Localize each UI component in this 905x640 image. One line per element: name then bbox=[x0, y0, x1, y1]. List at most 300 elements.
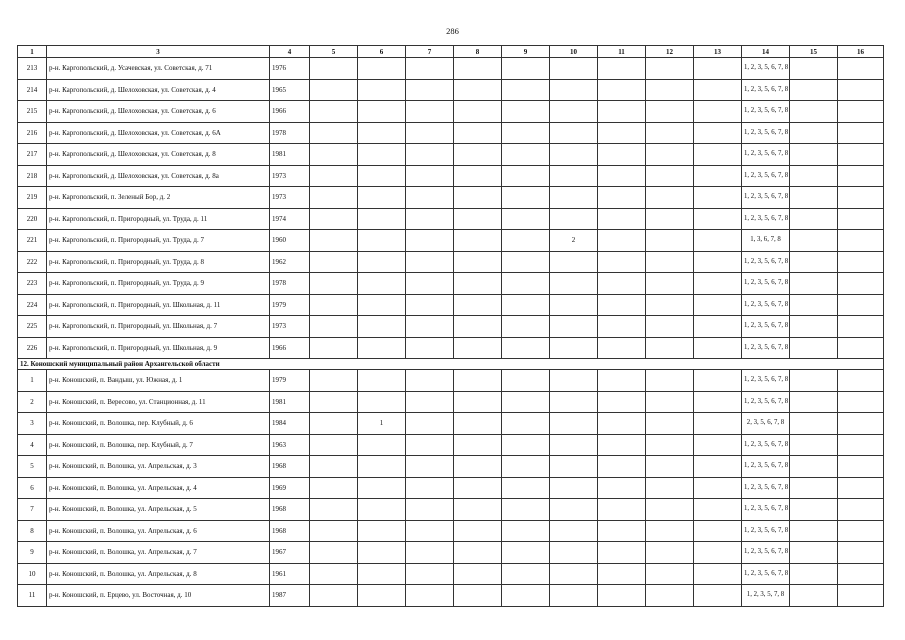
row-number-cell: 11 bbox=[18, 585, 47, 607]
col14-cell: 1, 2, 3, 5, 6, 7, 8 bbox=[742, 79, 790, 101]
col6-cell bbox=[358, 58, 406, 80]
col10-cell bbox=[550, 79, 598, 101]
row-number-cell: 222 bbox=[18, 251, 47, 273]
col16-cell bbox=[838, 144, 884, 166]
col14-cell: 1, 2, 3, 5, 6, 7, 8 bbox=[742, 122, 790, 144]
col13-cell bbox=[694, 585, 742, 607]
col13-cell bbox=[694, 79, 742, 101]
year-cell: 1967 bbox=[270, 542, 310, 564]
year-cell: 1984 bbox=[270, 413, 310, 435]
col7-cell bbox=[406, 542, 454, 564]
address-cell: р-н. Каргопольский, д. Шелоховская, ул. Советская, д. 6 bbox=[47, 101, 270, 123]
row-number-cell: 216 bbox=[18, 122, 47, 144]
year-cell: 1973 bbox=[270, 165, 310, 187]
col5-cell bbox=[310, 101, 358, 123]
col10-cell bbox=[550, 165, 598, 187]
col13-cell bbox=[694, 165, 742, 187]
col15-cell bbox=[790, 499, 838, 521]
col9-cell bbox=[502, 122, 550, 144]
col11-cell bbox=[598, 499, 646, 521]
page-number: 286 bbox=[446, 26, 459, 36]
col8-cell bbox=[454, 316, 502, 338]
col13-cell bbox=[694, 208, 742, 230]
col15-cell bbox=[790, 101, 838, 123]
col8-cell bbox=[454, 294, 502, 316]
table-row bbox=[18, 251, 884, 273]
address-cell: р-н. Коношский, п. Волошка, ул. Апрельская, д. 7 bbox=[47, 542, 270, 564]
col7-cell bbox=[406, 563, 454, 585]
col16-cell bbox=[838, 58, 884, 80]
col10-cell bbox=[550, 101, 598, 123]
address-cell: р-н. Каргопольский, п. Пригородный, ул. Школьная, д. 9 bbox=[47, 337, 270, 359]
col12-cell bbox=[646, 520, 694, 542]
address-cell: р-н. Коношский, п. Волошка, ул. Апрельская, д. 6 bbox=[47, 520, 270, 542]
address-cell: р-н. Каргопольский, п. Пригородный, ул. Школьная, д. 7 bbox=[47, 316, 270, 338]
col12-cell bbox=[646, 542, 694, 564]
col9-cell bbox=[502, 520, 550, 542]
col15-cell bbox=[790, 165, 838, 187]
table-body bbox=[18, 58, 884, 607]
col7-cell bbox=[406, 434, 454, 456]
address-cell: р-н. Коношский, п. Вандыш, ул. Южная, д. 1 bbox=[47, 370, 270, 392]
col6-cell bbox=[358, 208, 406, 230]
col5-cell bbox=[310, 499, 358, 521]
col5-cell bbox=[310, 370, 358, 392]
col16-cell bbox=[838, 122, 884, 144]
col12-cell bbox=[646, 456, 694, 478]
col8-cell bbox=[454, 230, 502, 252]
col15-cell bbox=[790, 370, 838, 392]
col16-cell bbox=[838, 79, 884, 101]
col13-cell bbox=[694, 477, 742, 499]
col5-cell bbox=[310, 122, 358, 144]
row-number-cell: 223 bbox=[18, 273, 47, 295]
col10-cell: 2 bbox=[550, 230, 598, 252]
col9-cell bbox=[502, 294, 550, 316]
col14-cell: 1, 2, 3, 5, 6, 7, 8 bbox=[742, 370, 790, 392]
col13-cell bbox=[694, 499, 742, 521]
col13-cell bbox=[694, 434, 742, 456]
row-number-cell: 214 bbox=[18, 79, 47, 101]
year-cell: 1973 bbox=[270, 187, 310, 209]
col11-cell bbox=[598, 208, 646, 230]
table-row bbox=[18, 391, 884, 413]
col5-cell bbox=[310, 187, 358, 209]
col8-cell bbox=[454, 337, 502, 359]
col6-cell bbox=[358, 316, 406, 338]
year-cell: 1973 bbox=[270, 316, 310, 338]
col10-cell bbox=[550, 370, 598, 392]
col8-cell bbox=[454, 456, 502, 478]
col16-cell bbox=[838, 456, 884, 478]
col15-cell bbox=[790, 273, 838, 295]
year-cell: 1968 bbox=[270, 520, 310, 542]
col6-cell bbox=[358, 370, 406, 392]
col10-cell bbox=[550, 316, 598, 338]
col9-cell bbox=[502, 542, 550, 564]
col7-cell bbox=[406, 391, 454, 413]
col9-cell bbox=[502, 499, 550, 521]
col12-cell bbox=[646, 79, 694, 101]
col5-cell bbox=[310, 294, 358, 316]
col15-cell bbox=[790, 391, 838, 413]
col11-cell bbox=[598, 520, 646, 542]
col8-cell bbox=[454, 391, 502, 413]
col11-cell bbox=[598, 542, 646, 564]
col8-cell bbox=[454, 58, 502, 80]
year-cell: 1981 bbox=[270, 391, 310, 413]
row-number-cell: 219 bbox=[18, 187, 47, 209]
col12-cell bbox=[646, 585, 694, 607]
table-row bbox=[18, 499, 884, 521]
col7-cell bbox=[406, 208, 454, 230]
col16-cell bbox=[838, 585, 884, 607]
col7-cell bbox=[406, 251, 454, 273]
col9-cell bbox=[502, 187, 550, 209]
col10-cell bbox=[550, 58, 598, 80]
col7-cell bbox=[406, 413, 454, 435]
col12-cell bbox=[646, 337, 694, 359]
address-cell: р-н. Коношский, п. Волошка, пер. Клубный, д. 7 bbox=[47, 434, 270, 456]
year-cell: 1969 bbox=[270, 477, 310, 499]
col7-cell bbox=[406, 499, 454, 521]
col7-cell bbox=[406, 79, 454, 101]
col5-cell bbox=[310, 563, 358, 585]
address-cell: р-н. Коношский, п. Вересово, ул. Станционная, д. 11 bbox=[47, 391, 270, 413]
col7-cell bbox=[406, 477, 454, 499]
col11-cell bbox=[598, 144, 646, 166]
year-cell: 1963 bbox=[270, 434, 310, 456]
col6-cell bbox=[358, 251, 406, 273]
col11-cell bbox=[598, 391, 646, 413]
col8-cell bbox=[454, 122, 502, 144]
col8-cell bbox=[454, 273, 502, 295]
col14-cell: 1, 2, 3, 5, 6, 7, 8 bbox=[742, 165, 790, 187]
col9-cell bbox=[502, 144, 550, 166]
col14-cell: 1, 2, 3, 5, 6, 7, 8 bbox=[742, 337, 790, 359]
col11-cell bbox=[598, 79, 646, 101]
col9-cell bbox=[502, 101, 550, 123]
col11-cell bbox=[598, 273, 646, 295]
col11-cell bbox=[598, 337, 646, 359]
col16-cell bbox=[838, 477, 884, 499]
col12-cell bbox=[646, 391, 694, 413]
col6-cell bbox=[358, 391, 406, 413]
col16-cell bbox=[838, 230, 884, 252]
col13-cell bbox=[694, 316, 742, 338]
year-cell: 1979 bbox=[270, 294, 310, 316]
row-number-cell: 4 bbox=[18, 434, 47, 456]
col16-cell bbox=[838, 251, 884, 273]
year-cell: 1978 bbox=[270, 273, 310, 295]
year-cell: 1979 bbox=[270, 370, 310, 392]
col14-cell: 1, 2, 3, 5, 6, 7, 8 bbox=[742, 144, 790, 166]
col11-cell bbox=[598, 230, 646, 252]
col9-cell bbox=[502, 251, 550, 273]
row-number-cell: 221 bbox=[18, 230, 47, 252]
row-number-cell: 218 bbox=[18, 165, 47, 187]
col5-cell bbox=[310, 585, 358, 607]
col14-cell: 1, 2, 3, 5, 6, 7, 8 bbox=[742, 434, 790, 456]
col12-cell bbox=[646, 273, 694, 295]
col10-cell bbox=[550, 251, 598, 273]
row-number-cell: 9 bbox=[18, 542, 47, 564]
column-header: 13 bbox=[694, 46, 742, 58]
address-cell: р-н. Каргопольский, п. Зеленый Бор, д. 2 bbox=[47, 187, 270, 209]
col9-cell bbox=[502, 337, 550, 359]
col8-cell bbox=[454, 251, 502, 273]
col8-cell bbox=[454, 144, 502, 166]
col14-cell: 1, 2, 3, 5, 6, 7, 8 bbox=[742, 294, 790, 316]
col14-cell: 1, 2, 3, 5, 6, 7, 8 bbox=[742, 477, 790, 499]
col16-cell bbox=[838, 273, 884, 295]
col11-cell bbox=[598, 251, 646, 273]
col13-cell bbox=[694, 337, 742, 359]
col8-cell bbox=[454, 585, 502, 607]
col9-cell bbox=[502, 79, 550, 101]
year-cell: 1981 bbox=[270, 144, 310, 166]
col6-cell bbox=[358, 79, 406, 101]
col12-cell bbox=[646, 101, 694, 123]
row-number-cell: 10 bbox=[18, 563, 47, 585]
col14-cell: 1, 2, 3, 5, 6, 7, 8 bbox=[742, 316, 790, 338]
col9-cell bbox=[502, 456, 550, 478]
col12-cell bbox=[646, 370, 694, 392]
col15-cell bbox=[790, 144, 838, 166]
col9-cell bbox=[502, 585, 550, 607]
row-number-cell: 217 bbox=[18, 144, 47, 166]
table-row bbox=[18, 294, 884, 316]
table-row bbox=[18, 273, 884, 295]
col11-cell bbox=[598, 370, 646, 392]
col10-cell bbox=[550, 391, 598, 413]
col10-cell bbox=[550, 477, 598, 499]
row-number-cell: 8 bbox=[18, 520, 47, 542]
col8-cell bbox=[454, 520, 502, 542]
col7-cell bbox=[406, 337, 454, 359]
table-row bbox=[18, 434, 884, 456]
col9-cell bbox=[502, 208, 550, 230]
column-header: 16 bbox=[838, 46, 884, 58]
row-number-cell: 6 bbox=[18, 477, 47, 499]
table-row bbox=[18, 58, 884, 80]
col9-cell bbox=[502, 58, 550, 80]
col7-cell bbox=[406, 187, 454, 209]
address-cell: р-н. Коношский, п. Ерцево, ул. Восточная, д. 10 bbox=[47, 585, 270, 607]
address-cell: р-н. Каргопольский, д. Усачевская, ул. Советская, д. 71 bbox=[47, 58, 270, 80]
row-number-cell: 213 bbox=[18, 58, 47, 80]
col12-cell bbox=[646, 413, 694, 435]
col8-cell bbox=[454, 477, 502, 499]
table-row bbox=[18, 187, 884, 209]
col14-cell: 1, 3, 6, 7, 8 bbox=[742, 230, 790, 252]
table-row bbox=[18, 370, 884, 392]
column-header: 14 bbox=[742, 46, 790, 58]
col12-cell bbox=[646, 208, 694, 230]
col12-cell bbox=[646, 294, 694, 316]
col5-cell bbox=[310, 230, 358, 252]
col8-cell bbox=[454, 101, 502, 123]
address-cell: р-н. Каргопольский, д. Шелоховская, ул. Советская, д. 8 bbox=[47, 144, 270, 166]
col7-cell bbox=[406, 58, 454, 80]
table-row bbox=[18, 585, 884, 607]
col14-cell: 1, 2, 3, 5, 6, 7, 8 bbox=[742, 391, 790, 413]
col8-cell bbox=[454, 413, 502, 435]
col12-cell bbox=[646, 122, 694, 144]
col5-cell bbox=[310, 520, 358, 542]
col5-cell bbox=[310, 273, 358, 295]
col15-cell bbox=[790, 456, 838, 478]
column-header: 15 bbox=[790, 46, 838, 58]
address-cell: р-н. Коношский, п. Волошка, пер. Клубный, д. 6 bbox=[47, 413, 270, 435]
column-header: 1 bbox=[18, 46, 47, 58]
col9-cell bbox=[502, 316, 550, 338]
col8-cell bbox=[454, 187, 502, 209]
col5-cell bbox=[310, 208, 358, 230]
col16-cell bbox=[838, 101, 884, 123]
col11-cell bbox=[598, 563, 646, 585]
col13-cell bbox=[694, 542, 742, 564]
col6-cell bbox=[358, 122, 406, 144]
table-row bbox=[18, 122, 884, 144]
row-number-cell: 224 bbox=[18, 294, 47, 316]
col11-cell bbox=[598, 165, 646, 187]
col15-cell bbox=[790, 58, 838, 80]
address-cell: р-н. Коношский, п. Волошка, ул. Апрельская, д. 4 bbox=[47, 477, 270, 499]
col7-cell bbox=[406, 294, 454, 316]
row-number-cell: 220 bbox=[18, 208, 47, 230]
row-number-cell: 5 bbox=[18, 456, 47, 478]
col14-cell: 1, 2, 3, 5, 7, 8 bbox=[742, 585, 790, 607]
col13-cell bbox=[694, 456, 742, 478]
column-header: 4 bbox=[270, 46, 310, 58]
col15-cell bbox=[790, 79, 838, 101]
col7-cell bbox=[406, 316, 454, 338]
col9-cell bbox=[502, 477, 550, 499]
col7-cell bbox=[406, 165, 454, 187]
table-row bbox=[18, 144, 884, 166]
table-row bbox=[18, 337, 884, 359]
year-cell: 1961 bbox=[270, 563, 310, 585]
col8-cell bbox=[454, 434, 502, 456]
col6-cell bbox=[358, 187, 406, 209]
column-header: 5 bbox=[310, 46, 358, 58]
col12-cell bbox=[646, 434, 694, 456]
year-cell: 1962 bbox=[270, 251, 310, 273]
col7-cell bbox=[406, 101, 454, 123]
year-cell: 1978 bbox=[270, 122, 310, 144]
col16-cell bbox=[838, 413, 884, 435]
col12-cell bbox=[646, 187, 694, 209]
col13-cell bbox=[694, 294, 742, 316]
address-cell: р-н. Каргопольский, д. Шелоховская, ул. Советская, д. 8а bbox=[47, 165, 270, 187]
col13-cell bbox=[694, 391, 742, 413]
section-row bbox=[18, 359, 884, 370]
table-row bbox=[18, 79, 884, 101]
col16-cell bbox=[838, 165, 884, 187]
col13-cell bbox=[694, 273, 742, 295]
col8-cell bbox=[454, 165, 502, 187]
table-row bbox=[18, 563, 884, 585]
col15-cell bbox=[790, 337, 838, 359]
col5-cell bbox=[310, 251, 358, 273]
year-cell: 1987 bbox=[270, 585, 310, 607]
col5-cell bbox=[310, 413, 358, 435]
col11-cell bbox=[598, 316, 646, 338]
table-row bbox=[18, 542, 884, 564]
col14-cell: 1, 2, 3, 5, 6, 7, 8 bbox=[742, 520, 790, 542]
col9-cell bbox=[502, 273, 550, 295]
table-row bbox=[18, 165, 884, 187]
col14-cell: 1, 2, 3, 5, 6, 7, 8 bbox=[742, 456, 790, 478]
row-number-cell: 225 bbox=[18, 316, 47, 338]
col5-cell bbox=[310, 337, 358, 359]
col7-cell bbox=[406, 230, 454, 252]
col14-cell: 1, 2, 3, 5, 6, 7, 8 bbox=[742, 251, 790, 273]
col16-cell bbox=[838, 499, 884, 521]
col7-cell bbox=[406, 122, 454, 144]
col5-cell bbox=[310, 58, 358, 80]
col16-cell bbox=[838, 391, 884, 413]
address-cell: р-н. Каргопольский, п. Пригородный, ул. Труда, д. 7 bbox=[47, 230, 270, 252]
col15-cell bbox=[790, 208, 838, 230]
col5-cell bbox=[310, 165, 358, 187]
col11-cell bbox=[598, 58, 646, 80]
col7-cell bbox=[406, 370, 454, 392]
col10-cell bbox=[550, 542, 598, 564]
address-cell: р-н. Коношский, п. Волошка, ул. Апрельская, д. 5 bbox=[47, 499, 270, 521]
address-cell: р-н. Каргопольский, п. Пригородный, ул. Труда, д. 8 bbox=[47, 251, 270, 273]
col8-cell bbox=[454, 79, 502, 101]
row-number-cell: 1 bbox=[18, 370, 47, 392]
col16-cell bbox=[838, 316, 884, 338]
table-row bbox=[18, 101, 884, 123]
row-number-cell: 226 bbox=[18, 337, 47, 359]
col5-cell bbox=[310, 79, 358, 101]
col9-cell bbox=[502, 230, 550, 252]
col11-cell bbox=[598, 187, 646, 209]
col13-cell bbox=[694, 230, 742, 252]
col15-cell bbox=[790, 122, 838, 144]
col16-cell bbox=[838, 370, 884, 392]
col16-cell bbox=[838, 434, 884, 456]
table-header-row bbox=[18, 46, 884, 58]
col15-cell bbox=[790, 585, 838, 607]
col10-cell bbox=[550, 208, 598, 230]
col10-cell bbox=[550, 144, 598, 166]
row-number-cell: 2 bbox=[18, 391, 47, 413]
column-header: 12 bbox=[646, 46, 694, 58]
col11-cell bbox=[598, 101, 646, 123]
col13-cell bbox=[694, 251, 742, 273]
col15-cell bbox=[790, 251, 838, 273]
col7-cell bbox=[406, 144, 454, 166]
col10-cell bbox=[550, 273, 598, 295]
col6-cell bbox=[358, 273, 406, 295]
col14-cell: 2, 3, 5, 6, 7, 8 bbox=[742, 413, 790, 435]
col9-cell bbox=[502, 391, 550, 413]
col10-cell bbox=[550, 187, 598, 209]
col10-cell bbox=[550, 294, 598, 316]
col8-cell bbox=[454, 563, 502, 585]
col12-cell bbox=[646, 499, 694, 521]
col13-cell bbox=[694, 520, 742, 542]
column-header: 11 bbox=[598, 46, 646, 58]
col16-cell bbox=[838, 337, 884, 359]
col5-cell bbox=[310, 391, 358, 413]
col10-cell bbox=[550, 434, 598, 456]
address-cell: р-н. Каргопольский, п. Пригородный, ул. Школьная, д. 11 bbox=[47, 294, 270, 316]
